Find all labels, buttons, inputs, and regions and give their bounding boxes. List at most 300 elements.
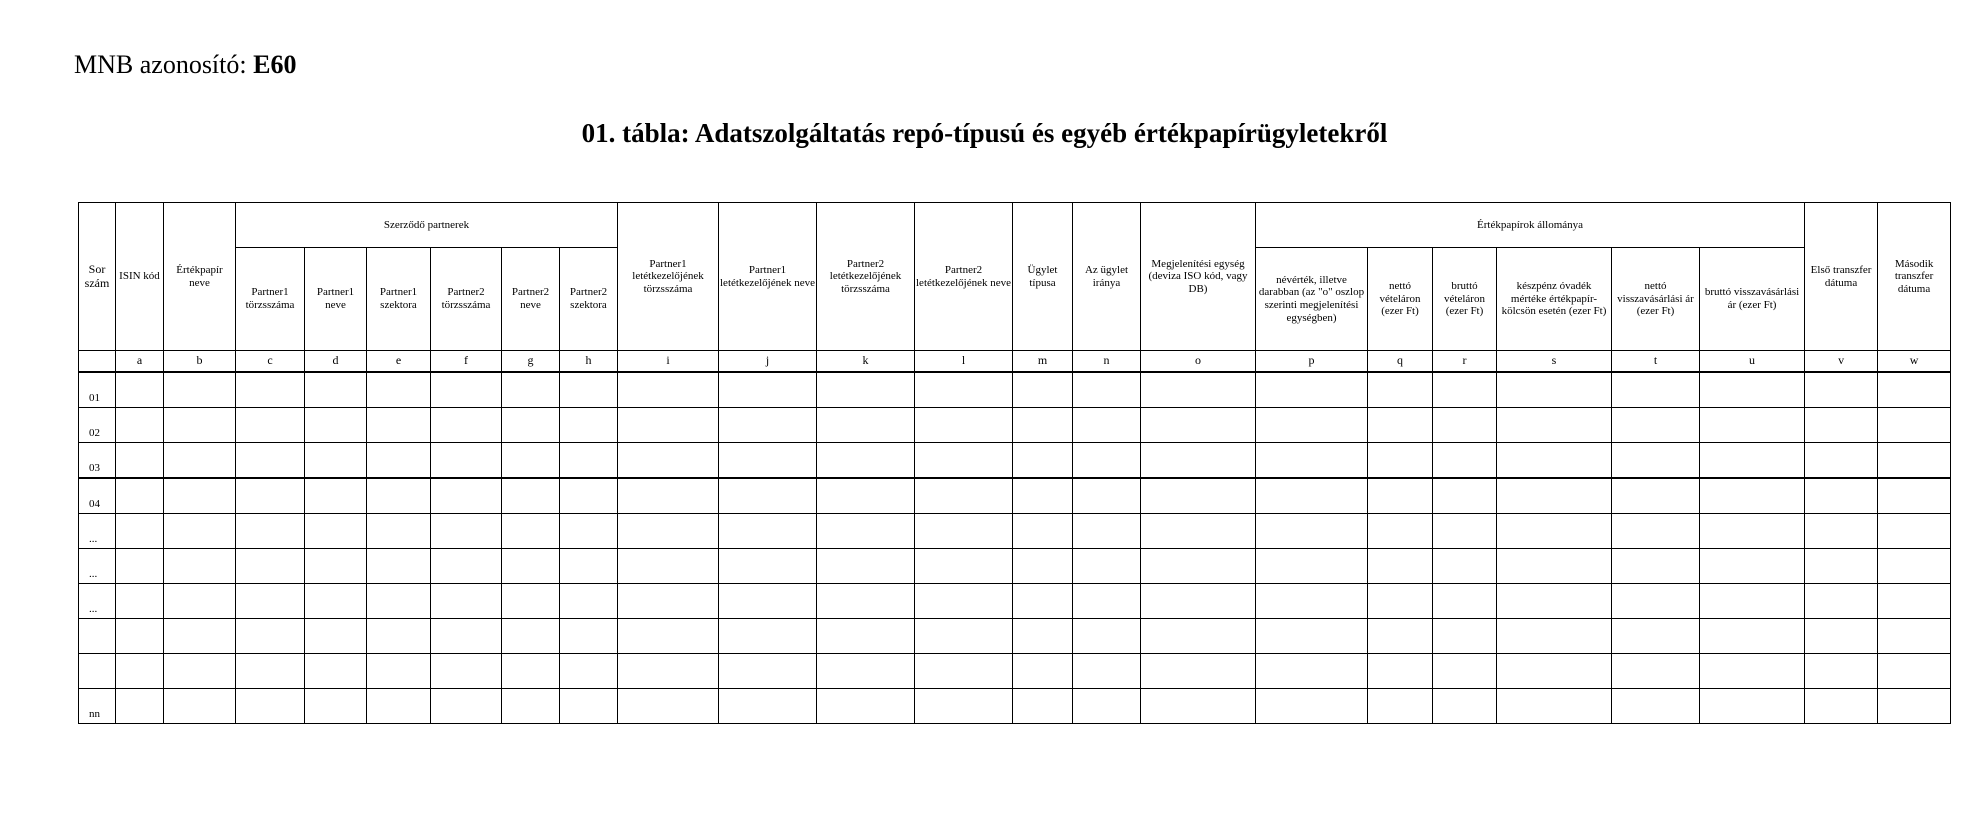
data-cell[interactable] (1013, 619, 1073, 654)
data-cell[interactable] (236, 619, 305, 654)
data-cell[interactable] (560, 443, 618, 479)
data-cell[interactable] (1612, 514, 1700, 549)
data-cell[interactable] (817, 408, 915, 443)
data-cell[interactable] (618, 478, 719, 514)
data-cell[interactable] (367, 408, 431, 443)
data-cell[interactable] (1433, 619, 1497, 654)
data-cell[interactable] (618, 443, 719, 479)
data-cell[interactable] (1433, 408, 1497, 443)
row-number: 02 (79, 408, 116, 443)
data-cell[interactable] (1497, 654, 1612, 689)
data-cell[interactable] (431, 408, 502, 443)
data-cell[interactable] (305, 619, 367, 654)
letter-cell: w (1878, 351, 1951, 373)
data-cell[interactable] (1141, 514, 1256, 549)
data-cell[interactable] (560, 689, 618, 724)
data-cell[interactable] (1368, 372, 1433, 408)
data-cell[interactable] (116, 689, 164, 724)
data-cell[interactable] (1805, 584, 1878, 619)
data-cell[interactable] (1073, 654, 1141, 689)
data-cell[interactable] (1805, 514, 1878, 549)
data-cell[interactable] (1141, 478, 1256, 514)
data-cell[interactable] (1141, 443, 1256, 479)
row-number: nn (79, 689, 116, 724)
data-cell[interactable] (1497, 549, 1612, 584)
letter-cell: v (1805, 351, 1878, 373)
data-cell[interactable] (1368, 584, 1433, 619)
data-cell[interactable] (915, 478, 1013, 514)
data-cell[interactable] (1073, 478, 1141, 514)
data-cell[interactable] (915, 689, 1013, 724)
data-cell[interactable] (1805, 443, 1878, 479)
data-cell[interactable] (431, 443, 502, 479)
data-cell[interactable] (1700, 443, 1805, 479)
col-elso-transzfer: Első transzfer dátuma (1805, 203, 1878, 351)
data-cell[interactable] (367, 654, 431, 689)
data-cell[interactable] (1497, 478, 1612, 514)
data-cell[interactable] (367, 584, 431, 619)
row-number: 01 (79, 372, 116, 408)
data-cell[interactable] (164, 584, 236, 619)
data-cell[interactable] (1013, 478, 1073, 514)
report-table (78, 202, 1951, 724)
letter-cell: q (1368, 351, 1433, 373)
data-cell[interactable] (1013, 689, 1073, 724)
data-cell[interactable] (1497, 619, 1612, 654)
data-cell[interactable] (502, 372, 560, 408)
col-nevertek: névérték, illetve darabban (az "o" oszlop szerinti megjelenítési egységben) (1256, 248, 1368, 351)
data-cell[interactable] (236, 443, 305, 479)
data-cell[interactable] (1013, 408, 1073, 443)
data-cell[interactable] (1433, 584, 1497, 619)
data-cell[interactable] (1368, 654, 1433, 689)
data-cell[interactable] (719, 584, 817, 619)
data-cell[interactable] (560, 514, 618, 549)
data-cell[interactable] (236, 478, 305, 514)
data-cell[interactable] (915, 654, 1013, 689)
data-cell[interactable] (1805, 619, 1878, 654)
col-p2-letetkezelo-torzsszama: Partner2 letétkezelőjének törzsszáma (817, 203, 915, 351)
col-partner1-szektora: Partner1 szektora (367, 248, 431, 351)
data-cell[interactable] (1141, 689, 1256, 724)
data-cell[interactable] (618, 584, 719, 619)
data-cell[interactable] (1141, 654, 1256, 689)
table-title: 01. tábla: Adatszolgáltatás repó-típusú és egyéb értékpapírügyletekről (581, 118, 1388, 148)
letter-cell: j (719, 351, 817, 373)
data-cell[interactable] (1368, 689, 1433, 724)
table-row (79, 549, 1951, 584)
col-keszpenz-ovadek: készpénz óvadék mértéke értékpapír-kölcsön esetén (ezer Ft) (1497, 248, 1612, 351)
group-ertekpapirok-allomanya: Értékpapírok állománya (1256, 203, 1805, 248)
col-partner1-torzsszama: Partner1 törzsszáma (236, 248, 305, 351)
data-cell[interactable] (431, 619, 502, 654)
data-cell[interactable] (1013, 549, 1073, 584)
col-p2-letetkezelo-neve: Partner2 letétkezelőjének neve (915, 203, 1013, 351)
data-cell[interactable] (1433, 654, 1497, 689)
data-cell[interactable] (618, 689, 719, 724)
data-cell[interactable] (719, 654, 817, 689)
data-cell[interactable] (236, 372, 305, 408)
data-cell[interactable] (1878, 619, 1951, 654)
data-cell[interactable] (915, 619, 1013, 654)
data-cell[interactable] (164, 514, 236, 549)
col-p1-letetkezelo-torzsszama: Partner1 letétkezelőjének törzsszáma (618, 203, 719, 351)
data-cell[interactable] (719, 549, 817, 584)
data-cell[interactable] (817, 654, 915, 689)
data-cell[interactable] (1368, 619, 1433, 654)
data-cell[interactable] (915, 372, 1013, 408)
letter-cell: k (817, 351, 915, 373)
col-p1-letetkezelo-neve: Partner1 letétkezelőjének neve (719, 203, 817, 351)
data-cell[interactable] (618, 372, 719, 408)
data-cell[interactable] (1073, 584, 1141, 619)
data-cell[interactable] (164, 478, 236, 514)
letter-cell: i (618, 351, 719, 373)
data-cell[interactable] (431, 372, 502, 408)
data-cell[interactable] (1256, 549, 1368, 584)
data-cell[interactable] (1612, 689, 1700, 724)
data-cell[interactable] (431, 478, 502, 514)
data-cell[interactable] (817, 478, 915, 514)
data-cell[interactable] (1073, 689, 1141, 724)
data-cell[interactable] (1433, 549, 1497, 584)
data-cell[interactable] (817, 372, 915, 408)
letter-cell: r (1433, 351, 1497, 373)
table-row (79, 619, 1951, 654)
data-cell[interactable] (560, 478, 618, 514)
data-cell[interactable] (1700, 584, 1805, 619)
data-cell[interactable] (1073, 514, 1141, 549)
data-cell[interactable] (915, 584, 1013, 619)
data-cell[interactable] (1256, 478, 1368, 514)
data-cell[interactable] (817, 443, 915, 479)
col-partner2-szektora: Partner2 szektora (560, 248, 618, 351)
col-sorszam: Sor szám (79, 203, 116, 351)
data-cell[interactable] (1878, 654, 1951, 689)
data-cell[interactable] (431, 549, 502, 584)
row-number: ... (79, 514, 116, 549)
data-cell[interactable] (1878, 584, 1951, 619)
data-cell[interactable] (560, 584, 618, 619)
data-cell[interactable] (1700, 619, 1805, 654)
data-cell[interactable] (116, 478, 164, 514)
table-row (79, 408, 1951, 443)
data-cell[interactable] (1433, 478, 1497, 514)
data-cell[interactable] (1497, 408, 1612, 443)
data-cell[interactable] (1878, 549, 1951, 584)
data-cell[interactable] (915, 408, 1013, 443)
data-cell[interactable] (618, 654, 719, 689)
table-row (79, 478, 1951, 514)
data-cell[interactable] (1433, 689, 1497, 724)
data-cell[interactable] (817, 549, 915, 584)
data-cell[interactable] (367, 478, 431, 514)
col-brutto-vetelaron: bruttó vételáron (ezer Ft) (1433, 248, 1497, 351)
data-cell[interactable] (817, 619, 915, 654)
row-number: 04 (79, 478, 116, 514)
data-cell[interactable] (305, 372, 367, 408)
letter-cell: g (502, 351, 560, 373)
data-cell[interactable] (719, 408, 817, 443)
data-cell[interactable] (1073, 549, 1141, 584)
data-cell[interactable] (502, 514, 560, 549)
data-cell[interactable] (1256, 584, 1368, 619)
data-cell[interactable] (164, 689, 236, 724)
data-cell[interactable] (502, 549, 560, 584)
data-cell[interactable] (1700, 408, 1805, 443)
data-cell[interactable] (915, 549, 1013, 584)
data-cell[interactable] (1256, 443, 1368, 479)
row-number: ... (79, 549, 116, 584)
data-cell[interactable] (236, 514, 305, 549)
data-cell[interactable] (367, 443, 431, 479)
data-cell[interactable] (618, 514, 719, 549)
col-partner2-neve: Partner2 neve (502, 248, 560, 351)
table-row (79, 584, 1951, 619)
data-cell[interactable] (560, 619, 618, 654)
data-cell[interactable] (164, 549, 236, 584)
data-cell[interactable] (1073, 408, 1141, 443)
data-cell[interactable] (719, 514, 817, 549)
table-row (79, 372, 1951, 408)
data-cell[interactable] (305, 654, 367, 689)
data-cell[interactable] (560, 549, 618, 584)
data-cell[interactable] (1368, 478, 1433, 514)
data-cell[interactable] (236, 408, 305, 443)
data-cell[interactable] (116, 549, 164, 584)
data-cell[interactable] (719, 619, 817, 654)
header-row-1 (79, 203, 1951, 248)
data-cell[interactable] (116, 514, 164, 549)
data-cell[interactable] (1497, 372, 1612, 408)
table-row (79, 654, 1951, 689)
data-cell[interactable] (1878, 689, 1951, 724)
data-cell[interactable] (618, 549, 719, 584)
data-cell[interactable] (560, 372, 618, 408)
data-cell[interactable] (367, 514, 431, 549)
group-szerzodo-partnerek: Szerződő partnerek (236, 203, 618, 248)
data-cell[interactable] (502, 443, 560, 479)
data-cell[interactable] (1256, 372, 1368, 408)
letter-cell: b (164, 351, 236, 373)
data-cell[interactable] (1141, 584, 1256, 619)
data-cell[interactable] (116, 619, 164, 654)
data-cell[interactable] (1368, 549, 1433, 584)
data-cell[interactable] (1433, 443, 1497, 479)
data-cell[interactable] (1878, 443, 1951, 479)
data-cell[interactable] (719, 689, 817, 724)
col-ugylet-iranya: Az ügylet iránya (1073, 203, 1141, 351)
data-cell[interactable] (305, 689, 367, 724)
data-cell[interactable] (1700, 372, 1805, 408)
data-cell[interactable] (618, 619, 719, 654)
col-brutto-visszavasarlasi: bruttó visszavásárlási ár (ezer Ft) (1700, 248, 1805, 351)
data-cell[interactable] (719, 478, 817, 514)
data-cell[interactable] (164, 408, 236, 443)
table-body (79, 372, 1951, 724)
data-cell[interactable] (1805, 654, 1878, 689)
data-cell[interactable] (1013, 372, 1073, 408)
data-cell[interactable] (915, 443, 1013, 479)
data-cell[interactable] (1013, 654, 1073, 689)
data-cell[interactable] (1612, 478, 1700, 514)
data-cell[interactable] (1497, 514, 1612, 549)
data-cell[interactable] (1612, 372, 1700, 408)
letter-cell: h (560, 351, 618, 373)
letter-cell-blank (79, 351, 116, 373)
data-cell[interactable] (116, 408, 164, 443)
data-cell[interactable] (1256, 689, 1368, 724)
data-cell[interactable] (236, 689, 305, 724)
data-cell[interactable] (1141, 372, 1256, 408)
col-partner2-torzsszama: Partner2 törzsszáma (431, 248, 502, 351)
data-cell[interactable] (1700, 549, 1805, 584)
data-cell[interactable] (502, 689, 560, 724)
data-cell[interactable] (1497, 584, 1612, 619)
data-cell[interactable] (817, 514, 915, 549)
letter-cell: a (116, 351, 164, 373)
data-cell[interactable] (116, 584, 164, 619)
letter-cell: t (1612, 351, 1700, 373)
data-cell[interactable] (1141, 549, 1256, 584)
data-cell[interactable] (367, 619, 431, 654)
data-cell[interactable] (1141, 619, 1256, 654)
data-cell[interactable] (164, 654, 236, 689)
data-cell[interactable] (1497, 689, 1612, 724)
data-cell[interactable] (1368, 408, 1433, 443)
data-cell[interactable] (502, 408, 560, 443)
data-cell[interactable] (236, 654, 305, 689)
data-cell[interactable] (1805, 478, 1878, 514)
data-cell[interactable] (1700, 654, 1805, 689)
data-cell[interactable] (502, 654, 560, 689)
row-number (79, 654, 116, 689)
data-cell[interactable] (915, 514, 1013, 549)
letter-cell: o (1141, 351, 1256, 373)
data-cell[interactable] (305, 584, 367, 619)
column-letter-row (79, 351, 1951, 373)
data-cell[interactable] (1612, 443, 1700, 479)
data-cell[interactable] (1013, 514, 1073, 549)
data-cell[interactable] (1805, 549, 1878, 584)
row-number: ... (79, 584, 116, 619)
data-cell[interactable] (305, 549, 367, 584)
data-cell[interactable] (502, 584, 560, 619)
data-cell[interactable] (1433, 372, 1497, 408)
letter-cell: c (236, 351, 305, 373)
col-netto-vetelaron: nettó vételáron (ezer Ft) (1368, 248, 1433, 351)
data-cell[interactable] (431, 689, 502, 724)
data-cell[interactable] (116, 372, 164, 408)
mnb-id-label: MNB azonosító: (74, 50, 247, 79)
data-cell[interactable] (1256, 619, 1368, 654)
data-cell[interactable] (1073, 372, 1141, 408)
data-cell[interactable] (502, 619, 560, 654)
col-ertekpapir-neve: Értékpapír neve (164, 203, 236, 351)
data-cell[interactable] (560, 654, 618, 689)
data-cell[interactable] (164, 372, 236, 408)
data-cell[interactable] (1433, 514, 1497, 549)
data-cell[interactable] (431, 654, 502, 689)
data-cell[interactable] (1612, 584, 1700, 619)
data-cell[interactable] (719, 443, 817, 479)
data-cell[interactable] (1497, 443, 1612, 479)
mnb-identifier (74, 50, 296, 80)
col-netto-visszavasarlasi: nettó visszavásárlási ár (ezer Ft) (1612, 248, 1700, 351)
data-cell[interactable] (502, 478, 560, 514)
table-row (79, 443, 1951, 479)
letter-cell: e (367, 351, 431, 373)
data-cell[interactable] (1612, 549, 1700, 584)
data-cell[interactable] (618, 408, 719, 443)
data-cell[interactable] (305, 408, 367, 443)
data-cell[interactable] (1700, 514, 1805, 549)
letter-cell: l (915, 351, 1013, 373)
data-cell[interactable] (1612, 408, 1700, 443)
data-cell[interactable] (1256, 514, 1368, 549)
data-cell[interactable] (164, 443, 236, 479)
table-row (79, 689, 1951, 724)
data-cell[interactable] (1256, 408, 1368, 443)
data-cell[interactable] (305, 514, 367, 549)
data-cell[interactable] (431, 514, 502, 549)
data-cell[interactable] (1700, 478, 1805, 514)
data-cell[interactable] (560, 408, 618, 443)
data-cell[interactable] (1878, 408, 1951, 443)
data-cell[interactable] (305, 478, 367, 514)
table-row (79, 514, 1951, 549)
data-cell[interactable] (1256, 654, 1368, 689)
data-cell[interactable] (305, 443, 367, 479)
data-cell[interactable] (817, 689, 915, 724)
data-cell[interactable] (367, 549, 431, 584)
mnb-id-value: E60 (253, 50, 297, 79)
data-cell[interactable] (719, 372, 817, 408)
data-cell[interactable] (164, 619, 236, 654)
col-partner1-neve: Partner1 neve (305, 248, 367, 351)
data-cell[interactable] (1073, 619, 1141, 654)
letter-cell: p (1256, 351, 1368, 373)
letter-cell: s (1497, 351, 1612, 373)
data-cell[interactable] (1805, 372, 1878, 408)
col-ugylet-tipusa: Ügylet típusa (1013, 203, 1073, 351)
data-cell[interactable] (1805, 408, 1878, 443)
letter-cell: m (1013, 351, 1073, 373)
data-cell[interactable] (367, 372, 431, 408)
data-cell[interactable] (116, 654, 164, 689)
data-cell[interactable] (236, 549, 305, 584)
data-cell[interactable] (1878, 372, 1951, 408)
data-cell[interactable] (817, 584, 915, 619)
data-cell[interactable] (116, 443, 164, 479)
data-cell[interactable] (431, 584, 502, 619)
data-cell[interactable] (236, 584, 305, 619)
data-cell[interactable] (1013, 443, 1073, 479)
data-cell[interactable] (1073, 443, 1141, 479)
data-cell[interactable] (367, 689, 431, 724)
data-cell[interactable] (1013, 584, 1073, 619)
data-cell[interactable] (1805, 689, 1878, 724)
data-cell[interactable] (1612, 654, 1700, 689)
data-cell[interactable] (1368, 443, 1433, 479)
data-cell[interactable] (1141, 408, 1256, 443)
data-cell[interactable] (1612, 619, 1700, 654)
data-cell[interactable] (1368, 514, 1433, 549)
data-cell[interactable] (1700, 689, 1805, 724)
letter-cell: n (1073, 351, 1141, 373)
data-cell[interactable] (1878, 514, 1951, 549)
data-cell[interactable] (1878, 478, 1951, 514)
